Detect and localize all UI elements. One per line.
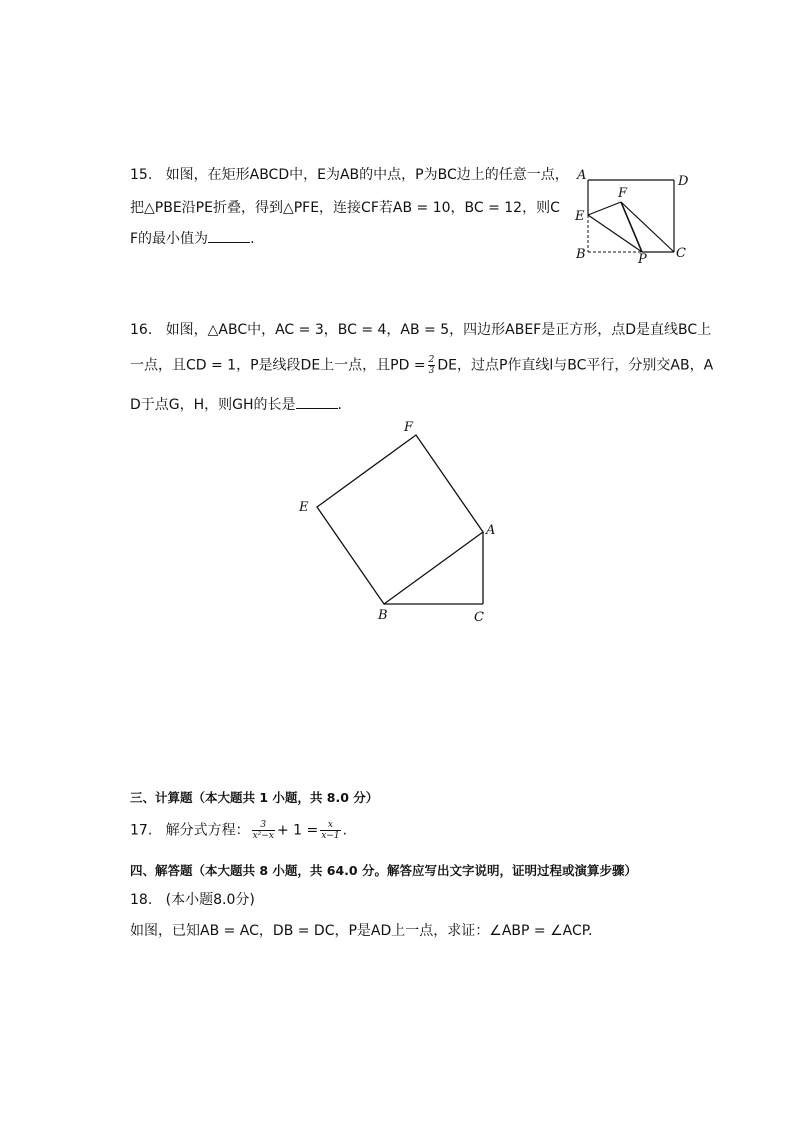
q15-text-line3: F的最小值为 (130, 231, 209, 247)
q17-text: 解分式方程： (165, 822, 250, 839)
q17-mid: + 1 = (276, 822, 319, 839)
q15-label-B: B (576, 247, 586, 262)
q16-frac-den: 3 (428, 366, 435, 376)
q16-label-A: A (486, 523, 496, 538)
q18-number: 18. (130, 892, 153, 908)
q17-f1-den: x²−x (252, 831, 274, 841)
q16-label-F: F (404, 420, 414, 435)
q16-answer-blank[interactable] (296, 396, 338, 409)
q16-line3 (130, 396, 342, 414)
q16-text-line3: D于点G，H，则GH的长是 (130, 397, 296, 413)
q15-edge-FC (621, 202, 674, 252)
q15-figure (570, 164, 700, 269)
q16-line1 (130, 321, 711, 339)
q16-label-E: E (299, 500, 309, 515)
q16-frac-num: 2 (428, 355, 435, 365)
q16-text-line2a: 一点，且CD = 1，P是线段DE上一点，且PD = (130, 357, 426, 374)
q15-label-F: F (618, 186, 628, 201)
q18-score: (本小题8.0分) (165, 892, 255, 908)
q16-line2 (130, 355, 713, 376)
q16-text-line2b: DE，过点P作直线l与BC平行，分别交AB，A (437, 357, 714, 374)
q15-line1 (130, 166, 569, 184)
q18-text-line (130, 922, 592, 940)
q15-answer-blank[interactable] (208, 230, 250, 243)
q16-number: 16. (130, 322, 153, 338)
q15-line2 (130, 199, 560, 217)
q16-text-line1: 如图，△ABC中，AC = 3，BC = 4，AB = 5，四边形ABEF是正方形，点D是直线BC上 (165, 322, 712, 338)
q16-text-end: . (337, 397, 342, 413)
section3-heading: 三、计算题（本大题共 1 小题，共 8.0 分） (130, 790, 379, 805)
q17-fraction-2 (320, 820, 340, 841)
q15-text-end: . (250, 231, 255, 247)
q17-f2-den: x−1 (321, 831, 340, 841)
section4-heading: 四、解答题（本大题共 8 小题，共 64.0 分。解答应写出文字说明，证明过程或演算步骤） (130, 863, 637, 878)
q17-f2-num: x (327, 820, 333, 830)
q15-text-line1: 如图，在矩形ABCD中，E为AB的中点，P为BC边上的任意一点， (165, 167, 569, 183)
q15-label-D: D (678, 174, 689, 189)
q15-label-C: C (676, 246, 686, 261)
q15-label-A: A (577, 168, 587, 183)
q17-line (130, 820, 347, 841)
q16-label-C: C (474, 610, 484, 625)
q15-edge-EF (588, 202, 621, 215)
q18-text: 如图，已知AB = AC，DB = DC，P是AD上一点，求证：∠ABP = ∠ACP. (130, 923, 593, 939)
q18-header (130, 891, 255, 909)
q16-label-B: B (378, 608, 388, 623)
q15-label-P: P (638, 252, 647, 267)
q15-line3 (130, 230, 255, 248)
q16-fraction (428, 355, 436, 376)
q15-label-E: E (575, 209, 585, 224)
q17-f1-num: 3 (260, 820, 267, 830)
q15-number: 15. (130, 167, 153, 183)
q16-figure (290, 415, 510, 630)
q17-end: . (342, 822, 348, 839)
q17-fraction-1 (252, 820, 275, 841)
q15-text-line2: 把△PBE沿PE折叠，得到△PFE，连接CF若AB = 10，BC = 12，则C (130, 200, 560, 216)
q17-number: 17. (130, 822, 153, 839)
q16-square-ABEF (317, 435, 483, 604)
